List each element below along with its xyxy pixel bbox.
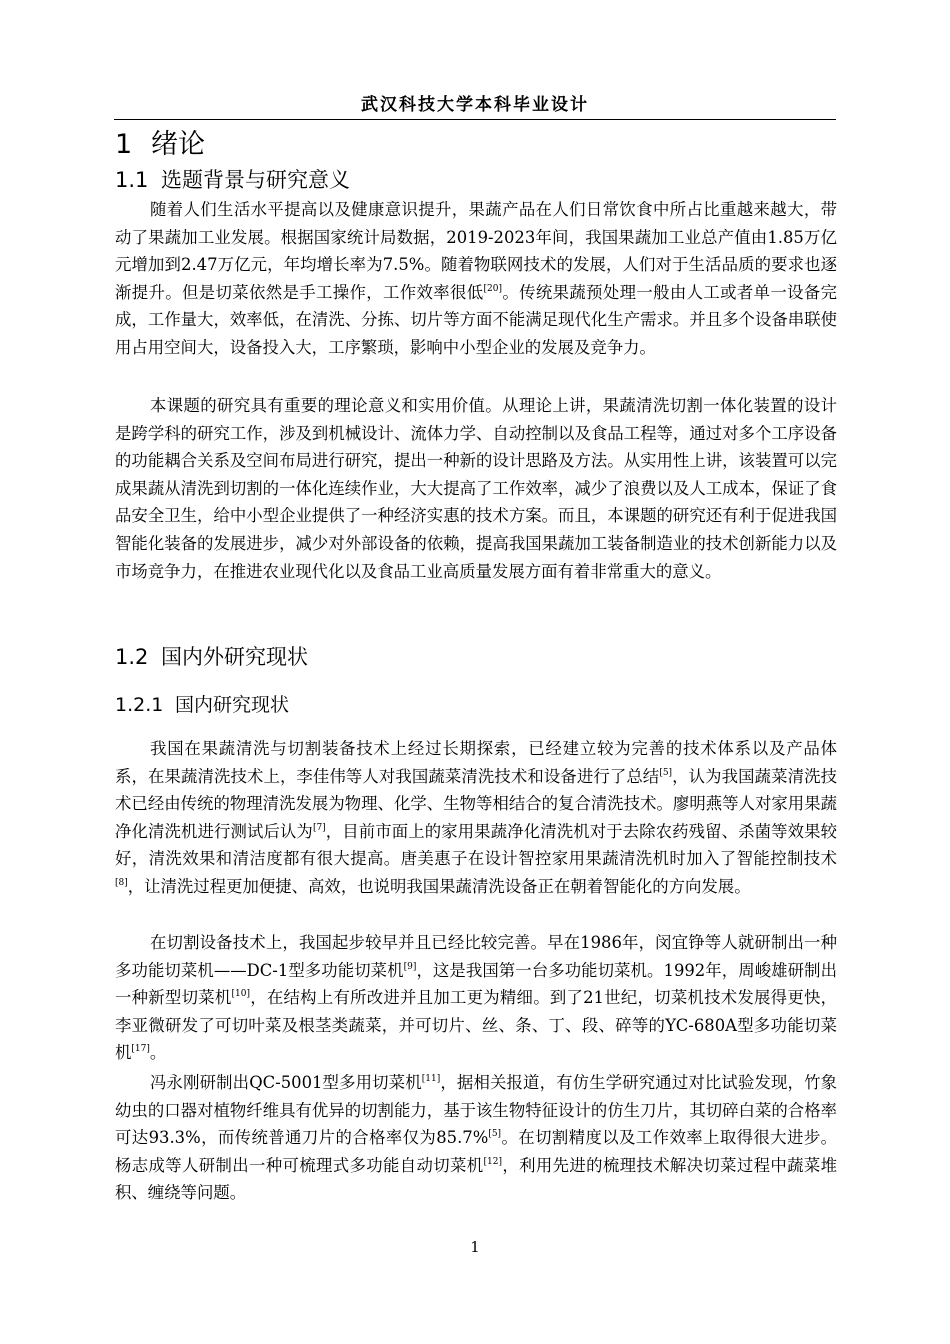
section-title: 国内外研究现状 — [161, 645, 308, 669]
citation: [9] — [403, 961, 417, 972]
section-heading-1-2 — [115, 643, 308, 671]
subsection-title: 国内研究现状 — [175, 694, 290, 716]
paragraph-domestic-washing: 我国在果蔬清洗与切割装备技术上经过长期探索，已经建立较为完善的技术体系以及产品体系，在果蔬清洗技术上，李佳伟等人对我国蔬菜清洗技术和设备进行了总结[5]，认为我国蔬菜清洗技术已经由传统的物理清洗发展为物理、化学、生物等相结合的复合清洗技术。廖明燕等人对家用果蔬净化清洗机进行测试后认为[7]，目前市面上的家用果蔬净化清洗机对于去除农药残留、杀菌等效果较好，清洗效果和清洁度都有很大提高。唐美惠子在设计智控家用果蔬清洗机时加入了智能控制技术[8]，让清洗过程更加便捷、高效，也说明我国果蔬清洗设备正在朝着智能化的方向发展。 — [115, 739, 838, 896]
paragraph-domestic-cutting: 在切割设备技术上，我国起步较早并且已经比较完善。早在1986年，闵宜铮等人就研制出一种多功能切菜机——DC-1型多功能切菜机[9]，这是我国第一台多功能切菜机。1992年，周峻雄研制出一种新型切菜机[10]，在结构上有所改进并且加工更为精细。到了21世纪，切菜机技术发展得更快，李亚微研发了可切叶菜及根茎类蔬菜，并可切片、丝、条、丁、段、碎等的YC-680A型多功能切菜机[17]。 — [115, 933, 838, 1063]
citation: [11] — [421, 1074, 441, 1084]
citation: [5] — [488, 1129, 502, 1140]
chapter-title: 绪论 — [151, 129, 205, 160]
citation: [8] — [115, 877, 128, 888]
section-heading-1-1 — [115, 166, 350, 194]
subsection-number: 1.2.1 — [115, 694, 164, 716]
citation: [7] — [312, 822, 326, 833]
chapter-number: 1 — [115, 129, 133, 160]
paragraph-background: 随着人们生活水平提高以及健康意识提升，果蔬产品在人们日常饮食中所占比重越来越大，带动了果蔬加工业发展。根据国家统计局数据，2019-2023年间，我国果蔬加工业总产值由1.85万亿元增加到2.47万亿元，年均增长率为7.5%。随着物联网技术的发展，人们对于生活品质的要求也逐渐提升。但是切菜依然是手工操作，工作效率很低[20]。传统果蔬预处理一般由人工或者单一设备完成，工作量大，效率低，在清洗、分拣、切片等方面不能满足现代化生产需求。并且多个设备串联使用占用空间大，设备投入大，工序繁琐，影响中小型企业的发展及竞争力。 — [115, 200, 838, 357]
citation: [10] — [231, 989, 250, 1000]
citation: [12] — [483, 1156, 502, 1167]
page-number: 1 — [470, 1238, 480, 1256]
citation: [20] — [483, 283, 502, 294]
running-header-title: 武汉科技大学本科毕业设计 — [361, 95, 589, 115]
section-number: 1.1 — [115, 168, 149, 192]
citation: [17] — [131, 1044, 150, 1055]
chapter-heading — [115, 128, 205, 162]
section-title: 选题背景与研究意义 — [161, 168, 350, 192]
paragraph-significance: 本课题的研究具有重要的理论意义和实用价值。从理论上讲，果蔬清洗切割一体化装置的设计是跨学科的研究工作，涉及到机械设计、流体力学、自动控制以及食品工程等，通过对多个工序设备的功能耦合关系及空间布局进行研究，提出一种新的设计思路及方法。从实用性上讲，该装置可以完成果蔬从清洗到切割的一体化连续作业，大大提高了工作效率，减少了浪费以及人工成本，保证了食品安全卫生，给中小型企业提供了一种经济实惠的技术方案。而且，本课题的研究还有利于促进我国智能化装备的发展进步，减少对外部设备的依赖，提高我国果蔬加工装备制造业的技术创新能力以及市场竞争力，在推进农业现代化以及食品工业高质量发展方面有着非常重大的意义。 — [115, 396, 837, 581]
subsection-heading-1-2-1 — [115, 692, 289, 718]
header-divider — [114, 119, 836, 120]
paragraph-bionic-cutting: 冯永刚研制出QC-5001型多用切菜机[11]，据相关报道，有仿生学研究通过对比试验发现，竹象幼虫的口器对植物纤维具有优异的切割能力，基于该生物特征设计的仿生刀片，其切碎白菜的合格率可达93.3%，而传统普通刀片的合格率仅为85.7%[5]。在切割精度以及工作效率上取得很大进步。杨志成等人研制出一种可梳理式多功能自动切菜机[12]，利用先进的梳理技术解决切菜过程中蔬菜堆积、缠绕等问题。 — [115, 1073, 838, 1203]
section-number: 1.2 — [115, 645, 149, 669]
citation: [5] — [659, 767, 673, 778]
